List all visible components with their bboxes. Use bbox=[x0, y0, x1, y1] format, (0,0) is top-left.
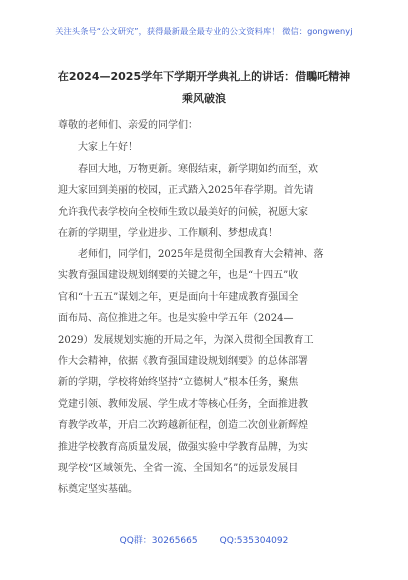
footer-contacts bbox=[0, 533, 408, 546]
footer-qq-number[interactable]: QQ:535304092 bbox=[219, 536, 289, 546]
paragraph-line: 标奠定坚实基础。 bbox=[58, 484, 138, 496]
paragraph-line: 春回大地，万物更新。寒假结束，新学期如约而至，欢 bbox=[78, 164, 318, 175]
paragraph-line: 2029）发展规划实施的开局之年，为深入贯彻全国教育工 bbox=[58, 334, 314, 346]
document-title-line-2: 乘风破浪 bbox=[182, 92, 226, 105]
document-title-line-1: 在2024—2025学年下学期开学典礼上的讲话：借䳭吒精神 bbox=[57, 70, 351, 83]
paragraph-line: 推进学校教育高质量发展，做强实验中学教育品牌，为实 bbox=[58, 441, 308, 453]
paragraph-1 bbox=[58, 159, 354, 245]
paragraph-line: 作大会精神，依据《教育强国建设规划纲要》的总体部署 bbox=[58, 355, 308, 367]
greeting: 大家上午好！ bbox=[78, 142, 138, 153]
paragraph-line: 党建引领、教师发展、学生成才等核心任务，全面推进教 bbox=[58, 398, 308, 410]
paragraph-line: 迎大家回到美丽的校园，正式踏入2025年春学期。首先请 bbox=[58, 185, 314, 197]
paragraph-line: 育教学改革，开启二次跨越新征程，创造二次创业新辉煌 bbox=[58, 420, 308, 432]
paragraph-line: 老师们，同学们，2025年是贯彻全国教育大会精神、落 bbox=[78, 249, 324, 260]
paragraph-line: 现学校“区域领先、全省一流、全国知名”的远景发展目 bbox=[58, 462, 299, 474]
salutation: 尊敬的老师们、亲爱的同学们： bbox=[58, 120, 198, 131]
paragraph-line: 新的学期，学校将始终坚持“立德树人”根本任务，聚焦 bbox=[58, 377, 299, 389]
paragraph-line: 实教育强国建设规划纲要的关键之年，也是“十四五”收 bbox=[58, 270, 299, 282]
paragraph-line: 允许我代表学校向全校师生致以最美好的问候，祝愿大家 bbox=[58, 206, 308, 218]
paragraph-line: 面布局、高位推进之年。也是实验中学五年（2024— bbox=[58, 313, 294, 325]
paragraph-line: 在新的学期里，学业进步、工作顺利、梦想成真！ bbox=[58, 228, 278, 240]
footer-qq-group[interactable]: QQ群：30265665 bbox=[119, 536, 198, 546]
paragraph-2 bbox=[58, 244, 354, 501]
top-banner-link[interactable]: 关注头条号“公文研究”，获得最新最全最专业的公文资料库！ 微信：gongwenyj bbox=[55, 26, 353, 36]
paragraph-line: 官和“十五五”谋划之年，更是面向十年建成教育强国全 bbox=[58, 291, 299, 303]
